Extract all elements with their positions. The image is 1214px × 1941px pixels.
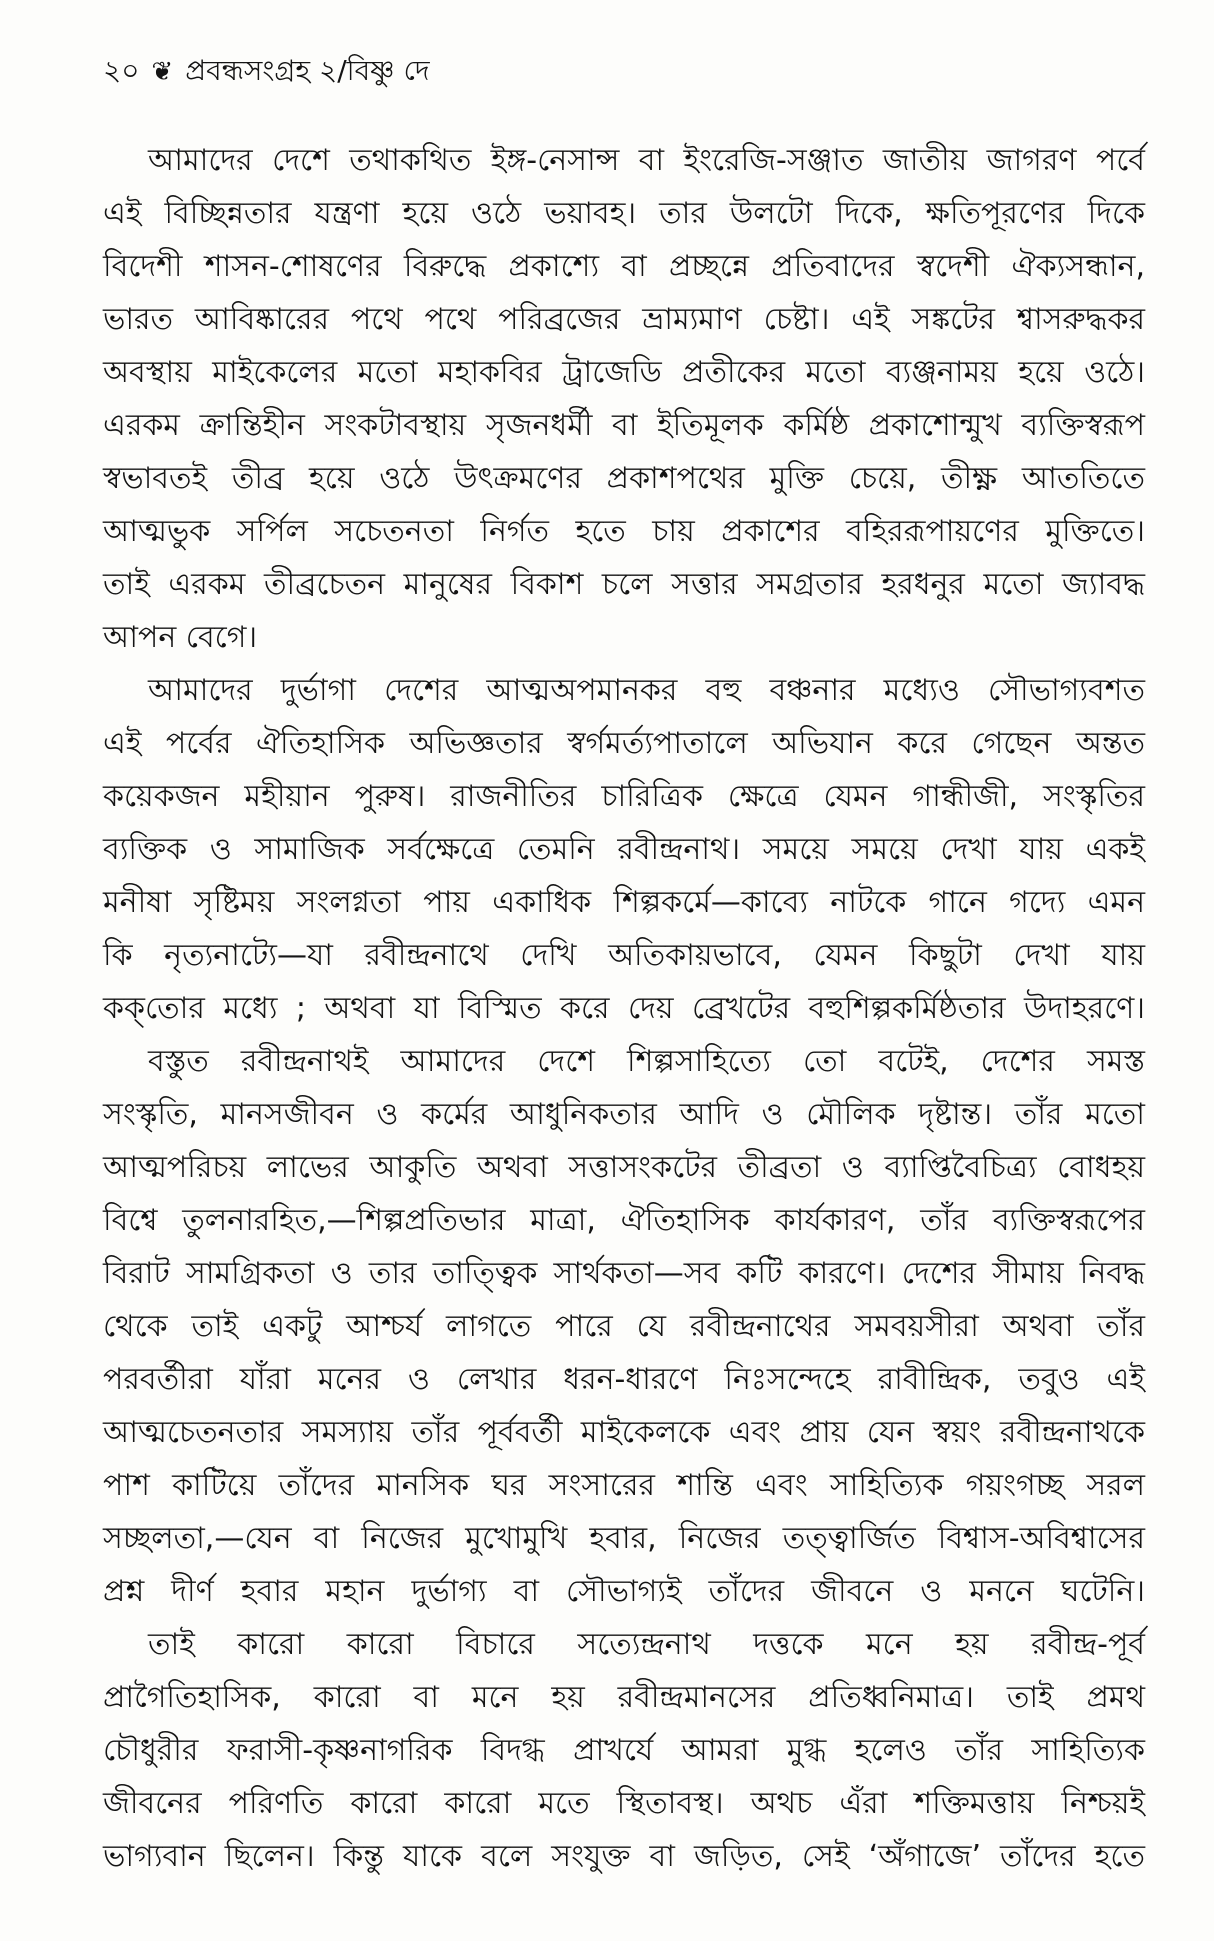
text-line: আপন বেগে। [103, 620, 258, 655]
text-line: জীবনের পরিণতি কারো কারো মতে স্থিতাবস্থ। অথচ এঁরা শক্তিমত্তায় নিশ্চয়ই [103, 1786, 1145, 1821]
text-line: মনীষা সৃষ্টিময় সংলগ্নতা পায় একাধিক শিল্পকর্মে—কাব্যে নাটকে গানে গদ্যে এমন [103, 885, 1145, 920]
text-line: স্বভাবতই তীব্র হয়ে ওঠে উৎক্রমণের প্রকাশপথের মুক্তি চেয়ে, তীক্ষ্ণ আততিতে [103, 461, 1145, 496]
text-line: ভারত আবিষ্কারের পথে পথে পরিব্রজের ভ্রাম্যমাণ চেষ্টা। এই সঙ্কটের শ্বাসরুদ্ধকর [103, 302, 1145, 337]
body-text [103, 134, 1145, 1883]
text-line: ব্যক্তিক ও সামাজিক সর্বক্ষেত্রে তেমনি রবীন্দ্রনাথ। সময়ে সময়ে দেখা যায় একই [103, 832, 1145, 867]
text-line: তাই এরকম তীব্রচেতন মানুষের বিকাশ চলে সত্তার সমগ্রতার হরধনুর মতো জ্যাবদ্ধ [103, 567, 1145, 602]
text-line: কি নৃত্যনাট্যে—যা রবীন্দ্রনাথে দেখি অতিকায়ভাবে, যেমন কিছুটা দেখা যায় [103, 938, 1145, 973]
paragraph [103, 134, 1145, 664]
text-line: সংস্কৃতি, মানসজীবন ও কর্মের আধুনিকতার আদি ও মৌলিক দৃষ্টান্ত। তাঁর মতো [103, 1097, 1145, 1132]
paragraph [103, 1618, 1145, 1883]
paragraph [103, 1035, 1145, 1618]
text-line: বিরাট সামগ্রিকতা ও তার তাত্ত্বিক সার্থকতা—সব কটি কারণে। দেশের সীমায় নিবদ্ধ [103, 1256, 1145, 1291]
ornament-icon: ❦ [151, 57, 174, 87]
text-line: কক্‌তোর মধ্যে ; অথবা যা বিস্মিত করে দেয় ব্রেখটের বহুশিল্পকর্মিষ্ঠতার উদাহরণে। [103, 991, 1145, 1026]
text-line: আমাদের দুর্ভাগা দেশের আত্মঅপমানকর বহু বঞ্চনার মধ্যেও সৌভাগ্যবশত [148, 673, 1145, 708]
text-line: কয়েকজন মহীয়ান পুরুষ। রাজনীতির চারিত্রিক ক্ষেত্রে যেমন গান্ধীজী, সংস্কৃতির [103, 779, 1145, 814]
text-line: ভাগ্যবান ছিলেন। কিন্তু যাকে বলে সংযুক্ত বা জড়িত, সেই ‘অঁগাজে’ তাঁদের হতে [103, 1839, 1145, 1874]
text-line: এই পর্বের ঐতিহাসিক অভিজ্ঞতার স্বর্গমর্ত্যপাতালে অভিযান করে গেছেন অন্তত [103, 726, 1145, 761]
page-number: ২০ [103, 53, 140, 87]
text-line: আত্মচেতনতার সমস্যায় তাঁর পূর্ববর্তী মাইকেলকে এবং প্রায় যেন স্বয়ং রবীন্দ্রনাথকে [103, 1415, 1145, 1450]
text-line: থেকে তাই একটু আশ্চর্য লাগতে পারে যে রবীন্দ্রনাথের সমবয়সীরা অথবা তাঁর [103, 1309, 1145, 1344]
text-line: আমাদের দেশে তথাকথিত ইঙ্গ-নেসান্স বা ইংরেজি-সঞ্জাত জাতীয় জাগরণ পর্বে [148, 143, 1145, 178]
text-line: অবস্থায় মাইকেলের মতো মহাকবির ট্রাজেডি প্রতীকের মতো ব্যঞ্জনাময় হয়ে ওঠে। [103, 355, 1145, 390]
text-line: এই বিচ্ছিন্নতার যন্ত্রণা হয়ে ওঠে ভয়াবহ। তার উলটো দিকে, ক্ষতিপূরণের দিকে [103, 196, 1145, 231]
paragraph [103, 664, 1145, 1035]
text-line: এরকম ক্রান্তিহীন সংকটাবস্থায় সৃজনধর্মী বা ইতিমূলক কর্মিষ্ঠ প্রকাশোন্মুখ ব্যক্তিস্বরূপ [103, 408, 1145, 443]
text-line: বিশ্বে তুলনারহিত,—শিল্পপ্রতিভার মাত্রা, ঐতিহাসিক কার্যকারণ, তাঁর ব্যক্তিস্বরূপের [103, 1203, 1145, 1238]
text-line: প্রশ্ন দীর্ণ হবার মহান দুর্ভাগ্য বা সৌভাগ্যই তাঁদের জীবনে ও মননে ঘটেনি। [103, 1574, 1145, 1609]
text-line: বস্তুত রবীন্দ্রনাথই আমাদের দেশে শিল্পসাহিত্যে তো বটেই, দেশের সমস্ত [148, 1044, 1145, 1079]
text-line: পাশ কাটিয়ে তাঁদের মানসিক ঘর সংসারের শান্তি এবং সাহিত্যিক গয়ংগচ্ছ সরল [103, 1468, 1145, 1503]
text-line: প্রাগৈতিহাসিক, কারো বা মনে হয় রবীন্দ্রমানসের প্রতিধ্বনিমাত্র। তাই প্রমথ [103, 1680, 1145, 1715]
running-header [103, 50, 430, 94]
text-line: আত্মভুক সর্পিল সচেতনতা নির্গত হতে চায় প্রকাশের বহিররূপায়ণের মুক্তিতে। [103, 514, 1145, 549]
text-line: চৌধুরীর ফরাসী-কৃষ্ণনাগরিক বিদগ্ধ প্রাখর্যে আমরা মুগ্ধ হলেও তাঁর সাহিত্যিক [103, 1733, 1145, 1768]
book-title: প্রবন্ধসংগ্রহ ২/বিষ্ণু দে [185, 53, 430, 87]
text-line: সচ্ছলতা,—যেন বা নিজের মুখোমুখি হবার, নিজের তত্ত্বার্জিত বিশ্বাস-অবিশ্বাসের [103, 1521, 1145, 1556]
text-line: তাই কারো কারো বিচারে সত্যেন্দ্রনাথ দত্তকে মনে হয় রবীন্দ্র-পূর্ব [148, 1627, 1145, 1662]
text-line: পরবর্তীরা যাঁরা মনের ও লেখার ধরন-ধারণে নিঃসন্দেহে রাবীন্দ্রিক, তবুও এই [103, 1362, 1145, 1397]
text-line: আত্মপরিচয় লাভের আকুতি অথবা সত্তাসংকটের তীব্রতা ও ব্যাপ্তিবৈচিত্র্য বোধহয় [103, 1150, 1145, 1185]
text-line: বিদেশী শাসন-শোষণের বিরুদ্ধে প্রকাশ্যে বা প্রচ্ছন্নে প্রতিবাদের স্বদেশী ঐক্যসন্ধান, [103, 249, 1145, 284]
